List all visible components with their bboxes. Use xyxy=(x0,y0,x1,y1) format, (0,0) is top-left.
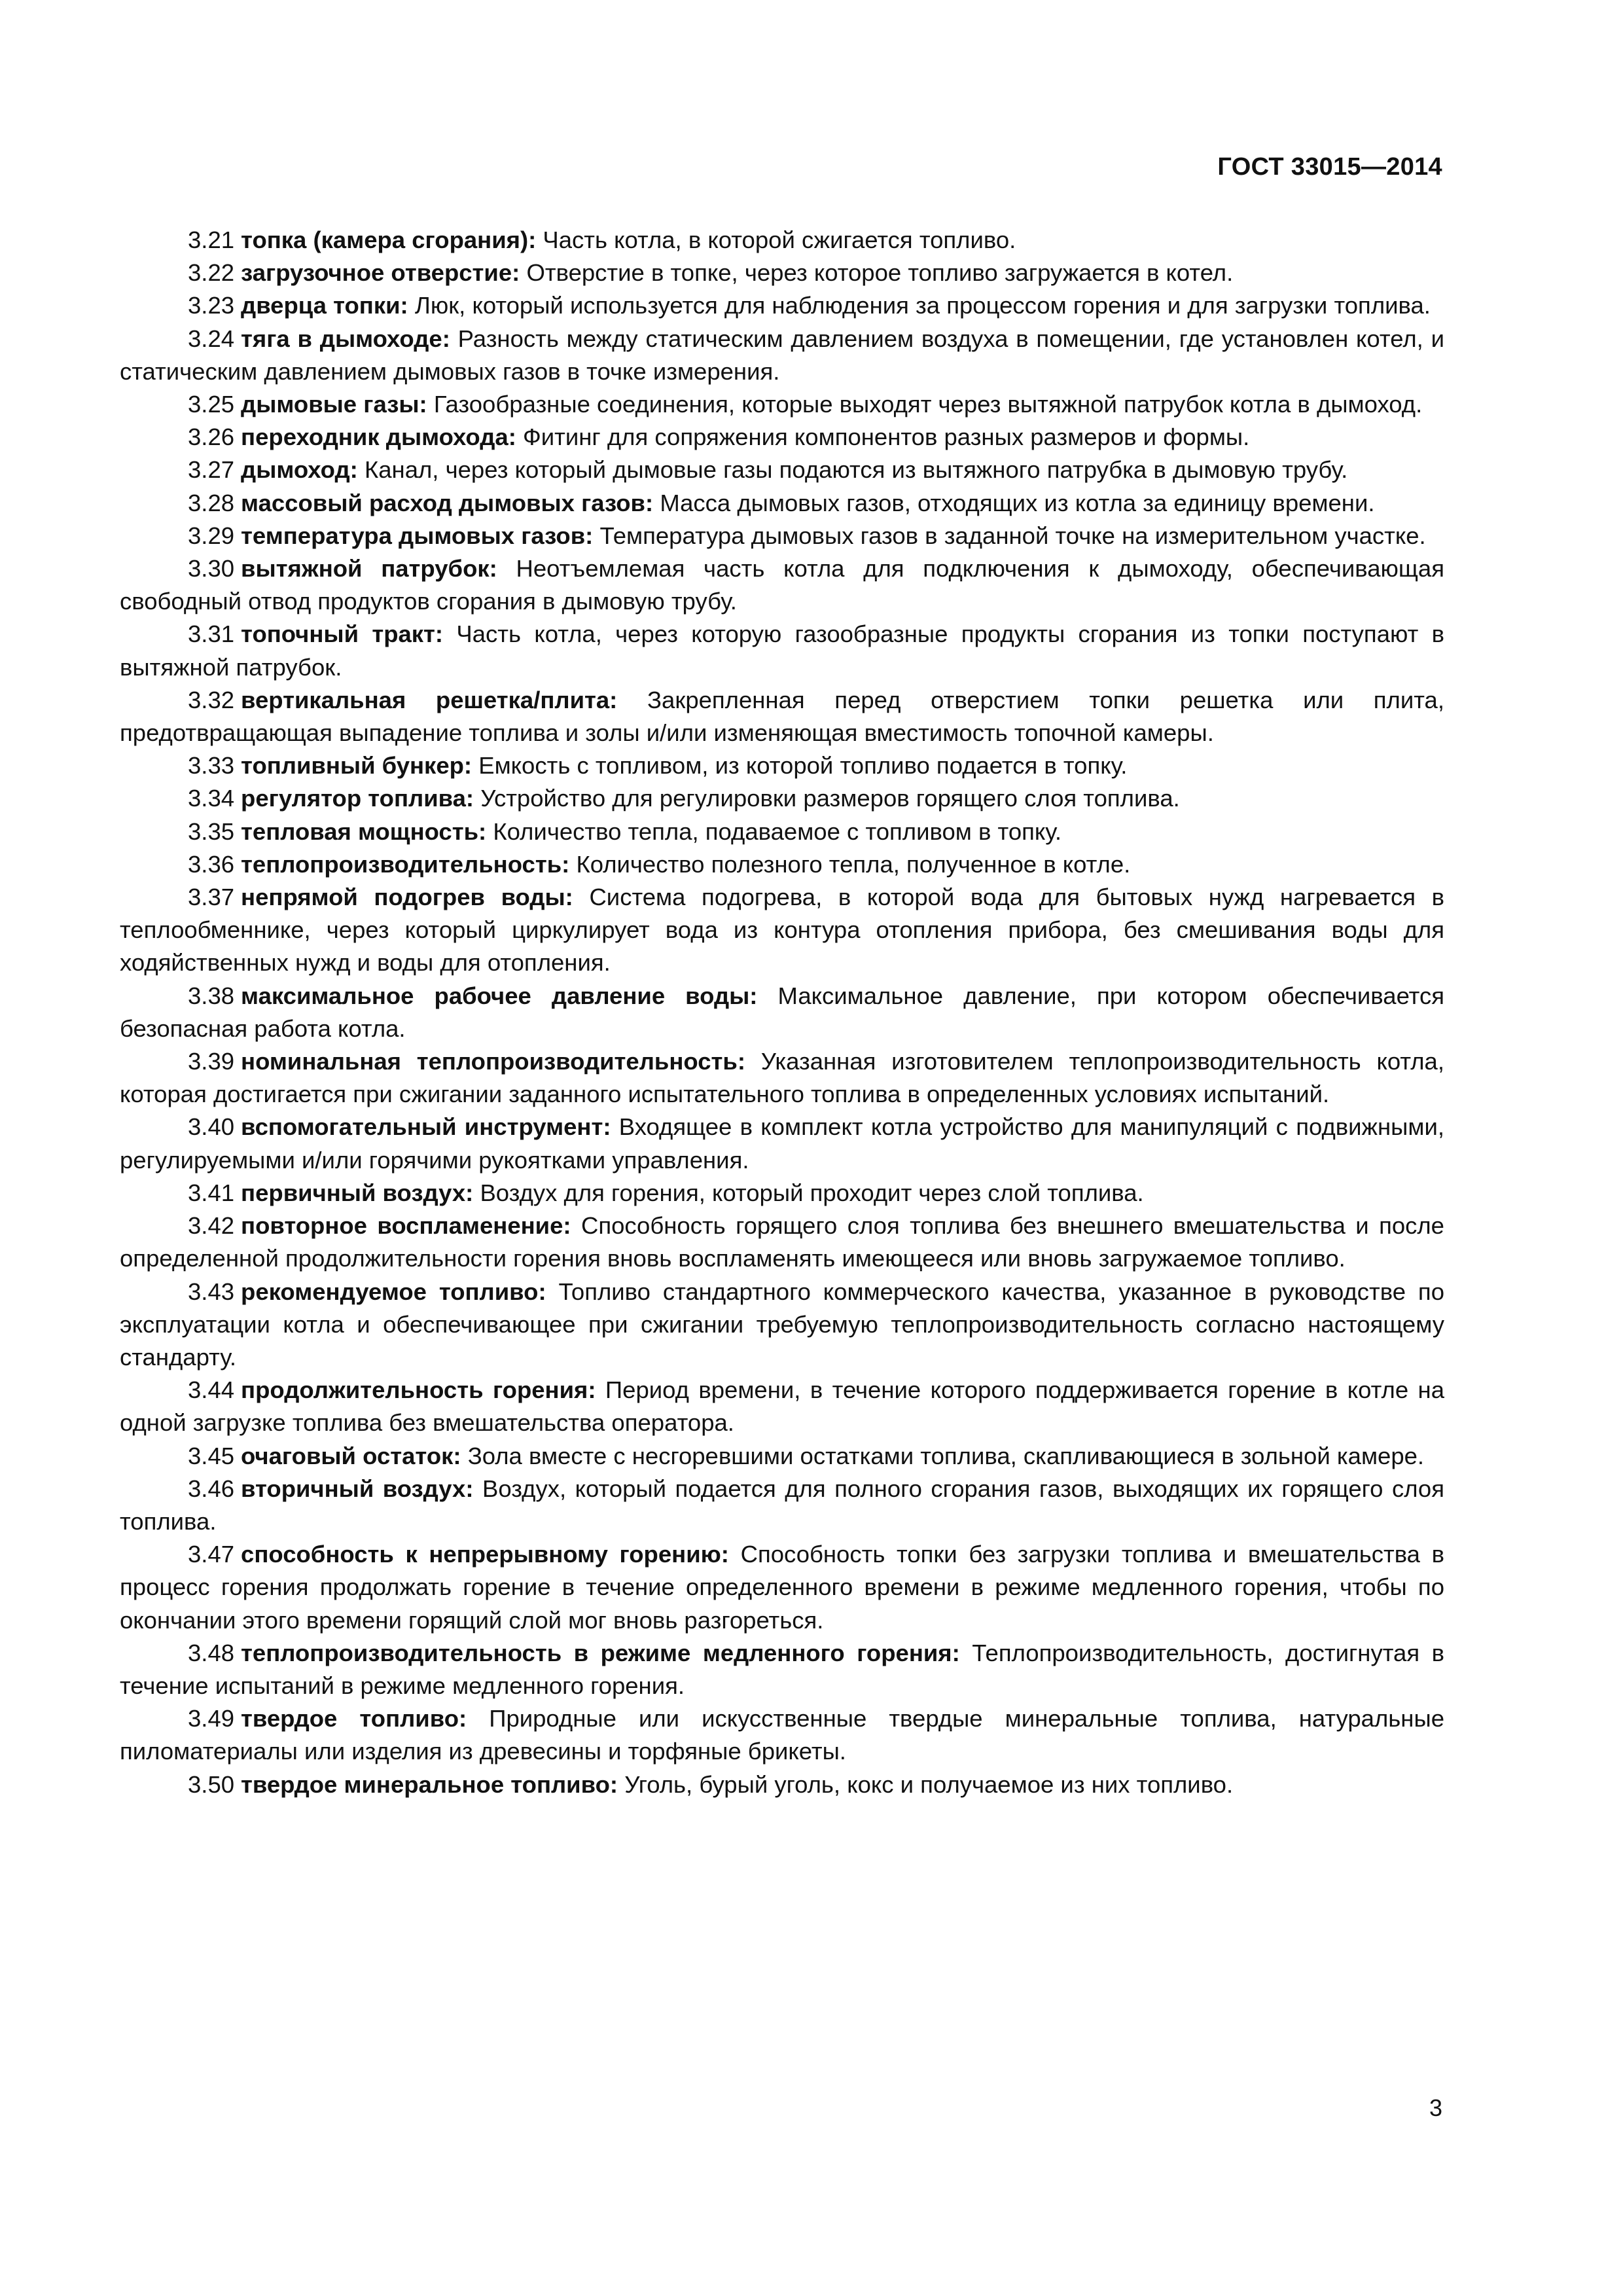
entry-number: 3.42 xyxy=(188,1212,235,1240)
entry-definition: Природные или искусственные твердые минеральные топлива, натуральные пиломатериалы или изделия из древесины и торфяные брикеты. xyxy=(120,1705,1444,1765)
entry-definition: Масса дымовых газов, отходящих из котла за единицу времени. xyxy=(660,489,1375,516)
definition-entry xyxy=(120,487,1444,520)
entry-term: топка (камера сгорания): xyxy=(241,226,537,253)
definition-entry xyxy=(120,1440,1444,1473)
entry-term: топочный тракт: xyxy=(241,620,444,648)
entry-number: 3.41 xyxy=(188,1179,235,1206)
definition-entry xyxy=(120,552,1444,618)
entry-term: топливный бункер: xyxy=(241,752,473,780)
entry-definition: Газообразные соединения, которые выходят через вытяжной патрубок котла в дымоход. xyxy=(433,391,1423,418)
entry-definition: Часть котла, через которую газообразные продукты сгорания из топки поступают в вытяжной патрубок. xyxy=(120,620,1444,681)
entry-definition: Способность топки без загрузки топлива и вмешательства в процесс горения продолжать горение в течение определенного времени в режиме медленного горения, чтобы по окончании этого времени горящий слой мог вновь разгореться. xyxy=(120,1541,1444,1634)
entry-number: 3.44 xyxy=(188,1376,235,1404)
definition-entry xyxy=(120,1702,1444,1768)
entry-definition: Устройство для регулировки размеров горящего слоя топлива. xyxy=(480,785,1180,812)
entry-term: дымоход: xyxy=(241,456,358,484)
entry-number: 3.25 xyxy=(188,391,235,418)
entry-term: твердое минеральное топливо: xyxy=(241,1770,618,1798)
definition-entry xyxy=(120,618,1444,683)
definition-entry xyxy=(120,848,1444,881)
entry-term: тепловая мощность: xyxy=(241,817,487,845)
definition-entry xyxy=(120,289,1444,322)
definition-entry xyxy=(120,1111,1444,1176)
definition-entry xyxy=(120,1768,1444,1801)
entry-definition: Воздух для горения, который проходит через слой топлива. xyxy=(480,1179,1144,1206)
entry-term: максимальное рабочее давление воды: xyxy=(241,982,758,1009)
entry-term: способность к непрерывному горению: xyxy=(241,1541,729,1568)
entry-definition: Фитинг для сопряжения компонентов разных размеров и формы. xyxy=(523,423,1250,451)
entry-definition: Емкость с топливом, из которой топливо подается в топку. xyxy=(478,752,1128,780)
entry-number: 3.48 xyxy=(188,1639,235,1666)
definition-entry xyxy=(120,1276,1444,1374)
entry-definition: Неотъемлемая часть котла для подключения к дымоходу, обеспечивающая свободный отвод продуктов сгорания в дымовую трубу. xyxy=(120,555,1444,615)
entry-term: теплопроизводительность в режиме медленного горения: xyxy=(241,1639,960,1666)
definition-entry xyxy=(120,520,1444,552)
entry-number: 3.27 xyxy=(188,456,235,484)
entry-term: продолжительность горения: xyxy=(241,1376,596,1404)
entry-term: дымовые газы: xyxy=(241,391,427,418)
entry-definition: Количество тепла, подаваемое с топливом в топку. xyxy=(493,817,1062,845)
entry-definition: Часть котла, в которой сжигается топливо. xyxy=(543,226,1016,253)
entry-number: 3.32 xyxy=(188,686,235,713)
entry-term: теплопроизводительность: xyxy=(241,850,570,878)
entry-definition: Максимальное давление, при котором обеспечивается безопасная работа котла. xyxy=(120,982,1444,1042)
entry-number: 3.40 xyxy=(188,1113,235,1141)
definition-entry xyxy=(120,684,1444,749)
entry-definition: Топливо стандартного коммерческого качества, указанное в руководстве по эксплуатации котла и обеспечивающее при сжигании требуемую теплопроизводительность согласно настоящему стандарту. xyxy=(120,1278,1444,1371)
entry-term: вспомогательный инструмент: xyxy=(241,1113,611,1141)
definition-entry xyxy=(120,749,1444,782)
definition-entry xyxy=(120,1210,1444,1275)
definition-entry xyxy=(120,1177,1444,1210)
entry-term: вытяжной патрубок: xyxy=(241,555,497,583)
entry-term: очаговый остаток: xyxy=(241,1442,461,1469)
definition-entry xyxy=(120,1538,1444,1637)
entry-definition: Закрепленная перед отверстием топки решетка или плита, предотвращающая выпадение топлива и золы и/или изменяющая вместимость топочной камеры. xyxy=(120,686,1444,747)
entry-term: рекомендуемое топливо: xyxy=(241,1278,546,1305)
definition-entry xyxy=(120,1473,1444,1538)
entry-term: непрямой подогрев воды: xyxy=(241,884,573,911)
definition-entry xyxy=(120,388,1444,421)
definition-entry xyxy=(120,224,1444,257)
entry-definition: Указанная изготовителем теплопроизводительность котла, которая достигается при сжигании заданного испытательного топлива в определенных условиях испытаний. xyxy=(120,1048,1444,1108)
entry-number: 3.30 xyxy=(188,555,235,583)
entry-term: номинальная теплопроизводительность: xyxy=(241,1048,745,1075)
entry-number: 3.23 xyxy=(188,292,235,319)
entry-definition: Зола вместе с несгоревшими остатками топлива, скапливающиеся в зольной камере. xyxy=(467,1442,1425,1469)
entry-number: 3.36 xyxy=(188,850,235,878)
entry-term: дверца топки: xyxy=(241,292,408,319)
entry-number: 3.38 xyxy=(188,982,235,1009)
definition-entry xyxy=(120,980,1444,1045)
entry-definition: Разность между статическим давлением воздуха в помещении, где установлен котел, и статическим давлением дымовых газов в точке измерения. xyxy=(120,325,1444,385)
definition-entry xyxy=(120,1374,1444,1439)
entry-number: 3.46 xyxy=(188,1475,235,1502)
entry-number: 3.37 xyxy=(188,884,235,911)
entry-number: 3.43 xyxy=(188,1278,235,1305)
definition-entry xyxy=(120,421,1444,454)
entry-definition: Период времени, в течение которого поддерживается горение в котле на одной загрузке топлива без вмешательства оператора. xyxy=(120,1376,1444,1437)
definitions-list xyxy=(120,224,1444,1801)
definition-entry xyxy=(120,1637,1444,1702)
entry-number: 3.21 xyxy=(188,226,235,253)
entry-definition: Воздух, который подается для полного сгорания газов, выходящих их горящего слоя топлива. xyxy=(120,1475,1444,1535)
entry-term: регулятор топлива: xyxy=(241,785,474,812)
entry-definition: Люк, который используется для наблюдения за процессом горения и для загрузки топлива. xyxy=(414,292,1431,319)
entry-number: 3.26 xyxy=(188,423,235,451)
entry-number: 3.22 xyxy=(188,259,235,287)
definition-entry xyxy=(120,1045,1444,1111)
entry-term: массовый расход дымовых газов: xyxy=(241,489,654,516)
entry-definition: Система подогрева, в которой вода для бытовых нужд нагревается в теплообменнике, через который циркулирует вода из контура отопления прибора, без смешивания воды для ходяйственных нужд и воды для отопления. xyxy=(120,884,1444,977)
entry-definition: Входящее в комплект котла устройство для манипуляций с подвижными, регулируемыми и/или горячими рукоятками управления. xyxy=(120,1113,1444,1174)
entry-term: переходник дымохода: xyxy=(241,423,516,451)
definition-entry xyxy=(120,454,1444,486)
entry-number: 3.31 xyxy=(188,620,235,648)
entry-term: тяга в дымоходе: xyxy=(241,325,450,352)
entry-number: 3.49 xyxy=(188,1705,235,1732)
entry-term: твердое топливо: xyxy=(241,1705,467,1732)
entry-definition: Температура дымовых газов в заданной точке на измерительном участке. xyxy=(599,522,1426,549)
definition-entry xyxy=(120,782,1444,815)
entry-term: повторное воспламенение: xyxy=(241,1212,571,1240)
entry-definition: Теплопроизводительность, достигнутая в течение испытаний в режиме медленного горения. xyxy=(120,1639,1444,1699)
entry-term: вертикальная решетка/плита: xyxy=(241,686,618,713)
page-number: 3 xyxy=(1429,2094,1442,2121)
entry-number: 3.47 xyxy=(188,1541,235,1568)
entry-number: 3.34 xyxy=(188,785,235,812)
entry-term: первичный воздух: xyxy=(241,1179,474,1206)
entry-definition: Отверстие в топке, через которое топливо загружается в котел. xyxy=(526,259,1234,287)
entry-definition: Канал, через который дымовые газы подаются из вытяжного патрубка в дымовую трубу. xyxy=(364,456,1348,484)
entry-definition: Количество полезного тепла, полученное в котле. xyxy=(576,850,1131,878)
entry-definition: Уголь, бурый уголь, кокс и получаемое из них топливо. xyxy=(624,1770,1234,1798)
definition-entry xyxy=(120,881,1444,980)
entry-term: температура дымовых газов: xyxy=(241,522,594,549)
entry-number: 3.28 xyxy=(188,489,235,516)
definition-entry xyxy=(120,257,1444,289)
entry-number: 3.39 xyxy=(188,1048,235,1075)
entry-number: 3.33 xyxy=(188,752,235,780)
entry-term: загрузочное отверстие: xyxy=(241,259,520,287)
entry-number: 3.50 xyxy=(188,1770,235,1798)
entry-number: 3.45 xyxy=(188,1442,235,1469)
entry-number: 3.35 xyxy=(188,817,235,845)
definition-entry xyxy=(120,816,1444,848)
definition-entry xyxy=(120,323,1444,388)
document-code-header: ГОСТ 33015—2014 xyxy=(1217,153,1442,181)
entry-number: 3.24 xyxy=(188,325,235,352)
entry-number: 3.29 xyxy=(188,522,235,549)
entry-term: вторичный воздух: xyxy=(241,1475,474,1502)
entry-definition: Способность горящего слоя топлива без внешнего вмешательства и после определенной продолжительности горения вновь воспламенять имеющееся или вновь загружаемое топливо. xyxy=(120,1212,1444,1272)
